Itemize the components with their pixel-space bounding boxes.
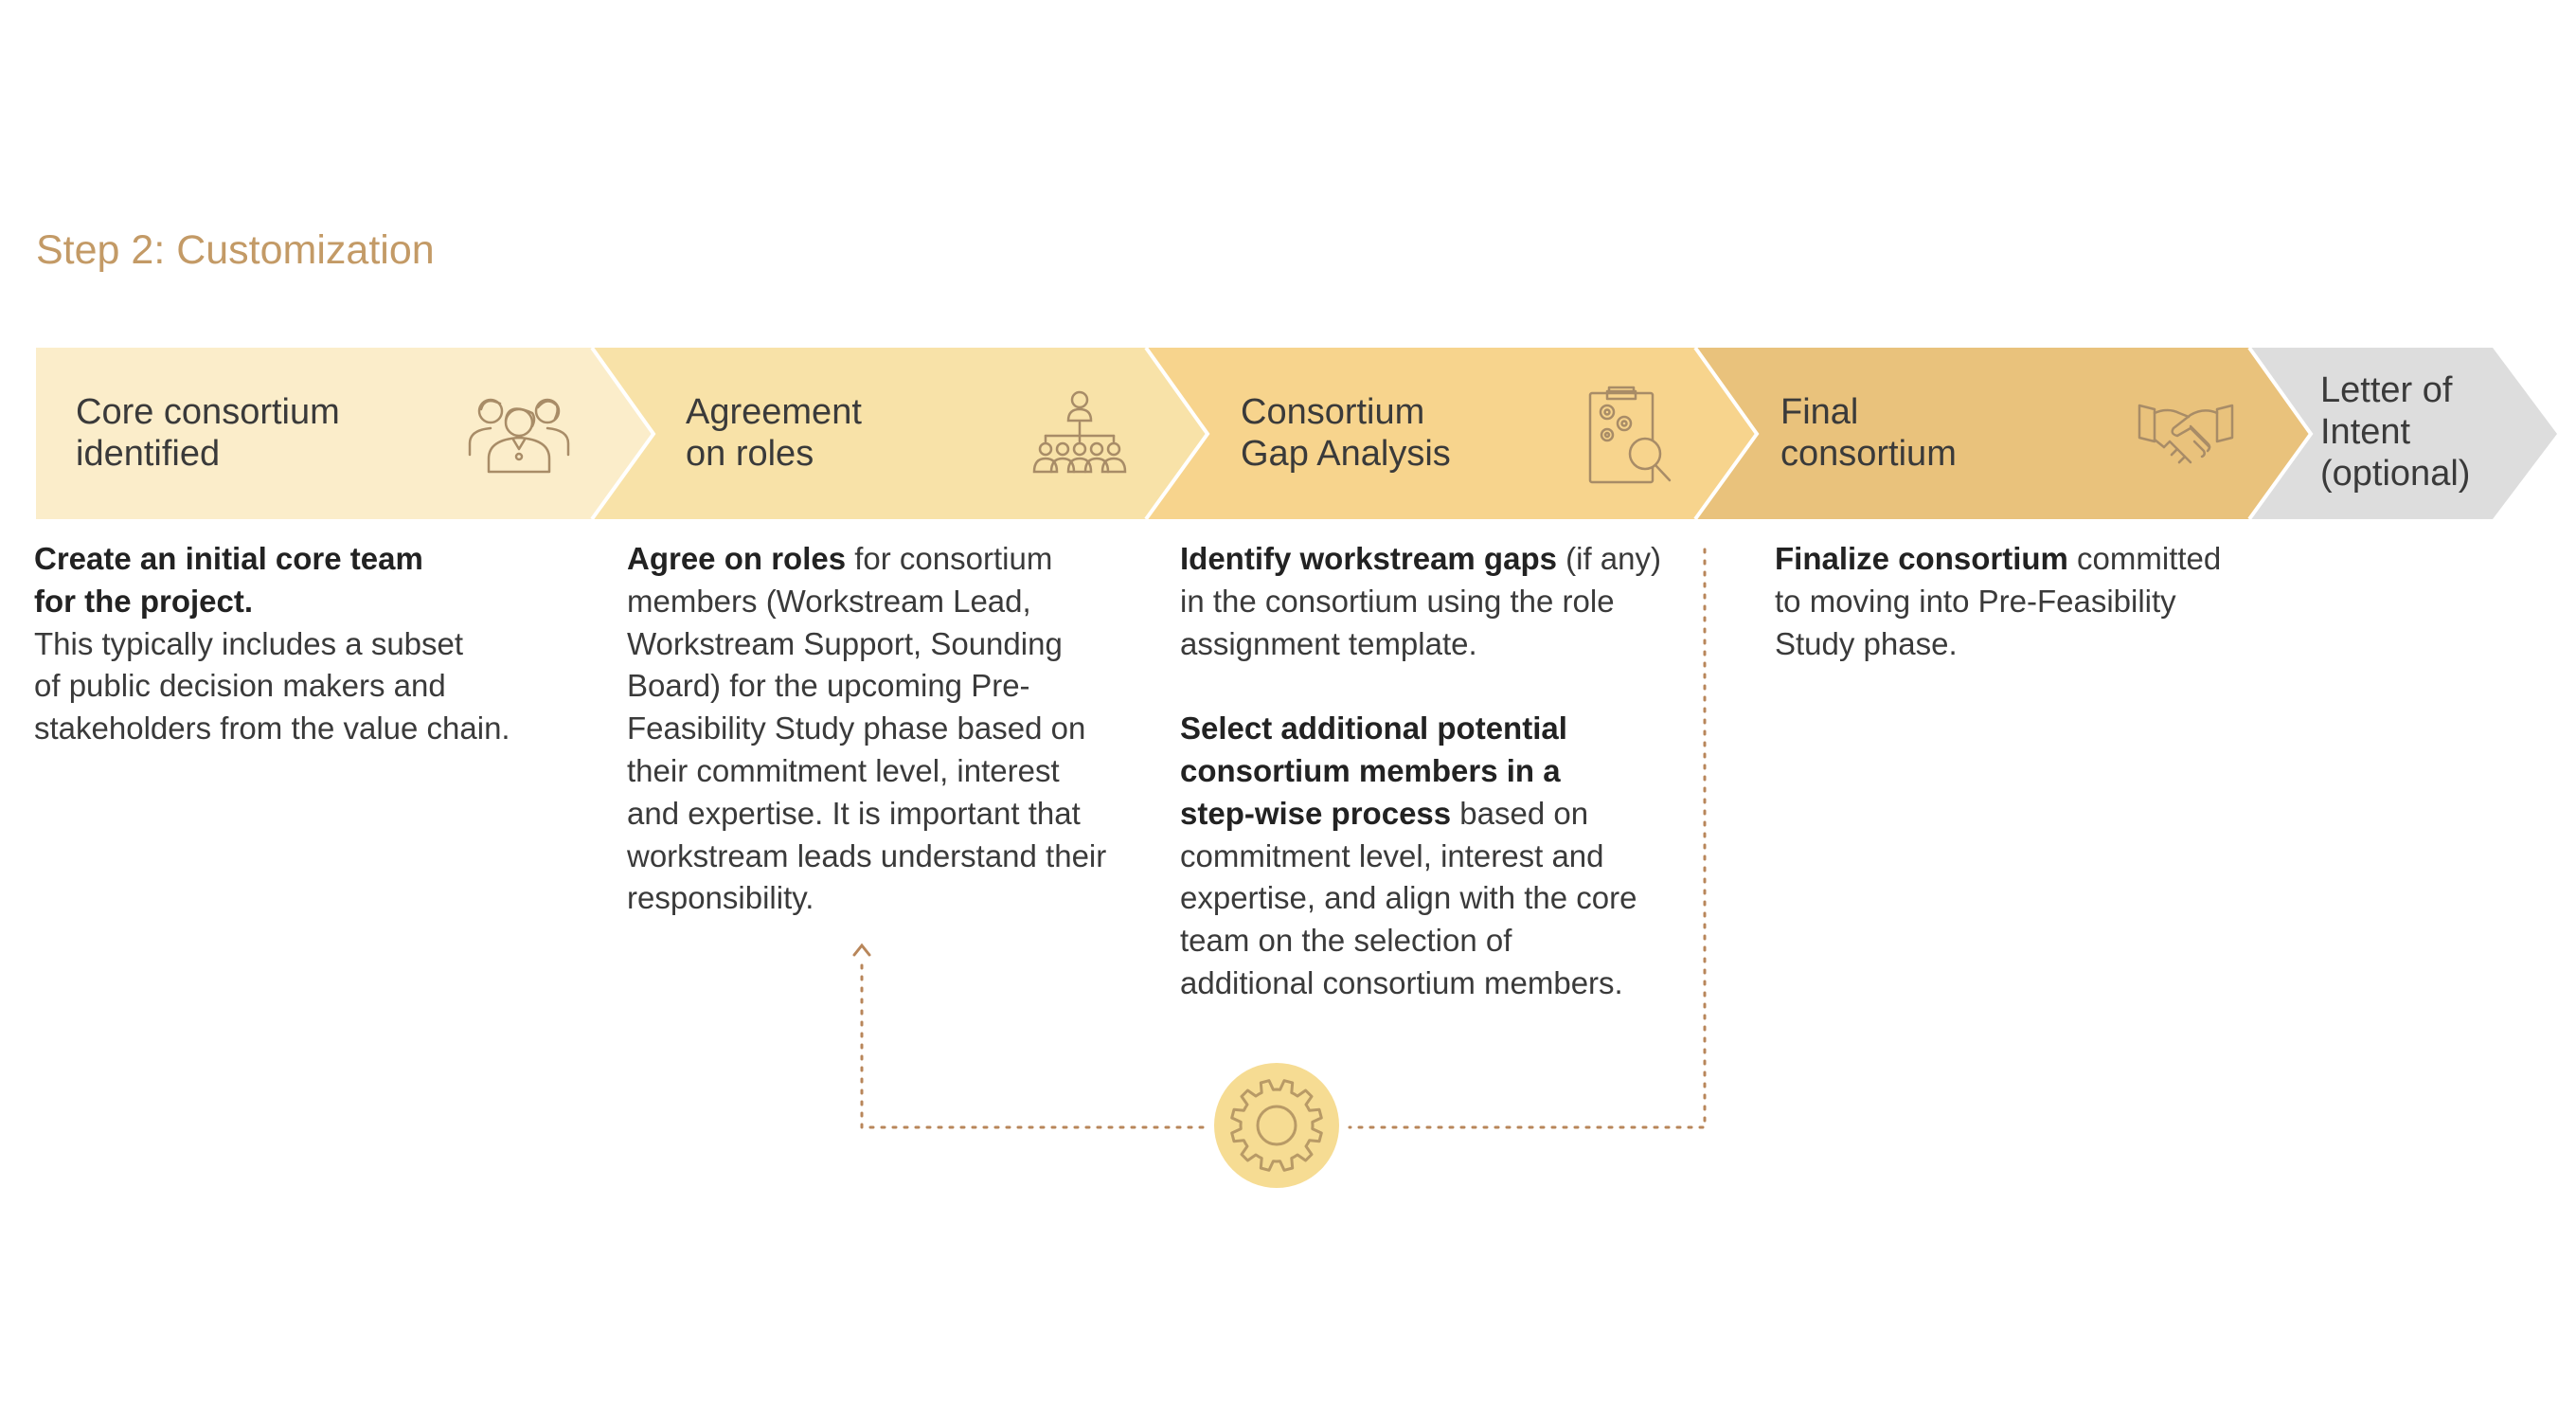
stage-2-label: Agreement on roles <box>686 392 862 474</box>
description-agree-roles: Agree on roles for consortium members (Workstream Lead, Workstream Support, Sounding Board) for the upcoming Pre- Feasibility Study phase based on their commitment level, interest and expertise. It is important that workstream leads understand their responsibility. <box>627 541 1107 916</box>
description-gap-analysis: Identify workstream gaps (if any) in the consortium using the role assignment template. Select additional potential consortium members in a step-wise process based on commitment level, interest and expertise, and align with the core team on the selection of additional consortium members. <box>1180 541 1661 1000</box>
page-title: Step 2: Customization <box>36 227 435 273</box>
stage-1-label: Core consortium identified <box>76 392 340 474</box>
stage-3-label: Consortium Gap Analysis <box>1241 392 1451 474</box>
gear-icon <box>1214 1063 1339 1188</box>
loop-line-left <box>862 957 1203 1127</box>
loop-arrowhead <box>854 945 869 955</box>
description-core-team: Create an initial core team for the project. This typically includes a subset of public decision makers and stakeholders from the value chain. <box>34 541 510 746</box>
stage-5-label: Letter of Intent (optional) <box>2320 370 2471 494</box>
stage-4-label: Final consortium <box>1780 392 1957 474</box>
description-final-consortium: Finalize consortium committed to moving into Pre-Feasibility Study phase. <box>1775 541 2222 661</box>
loop-line-right <box>1350 549 1705 1127</box>
